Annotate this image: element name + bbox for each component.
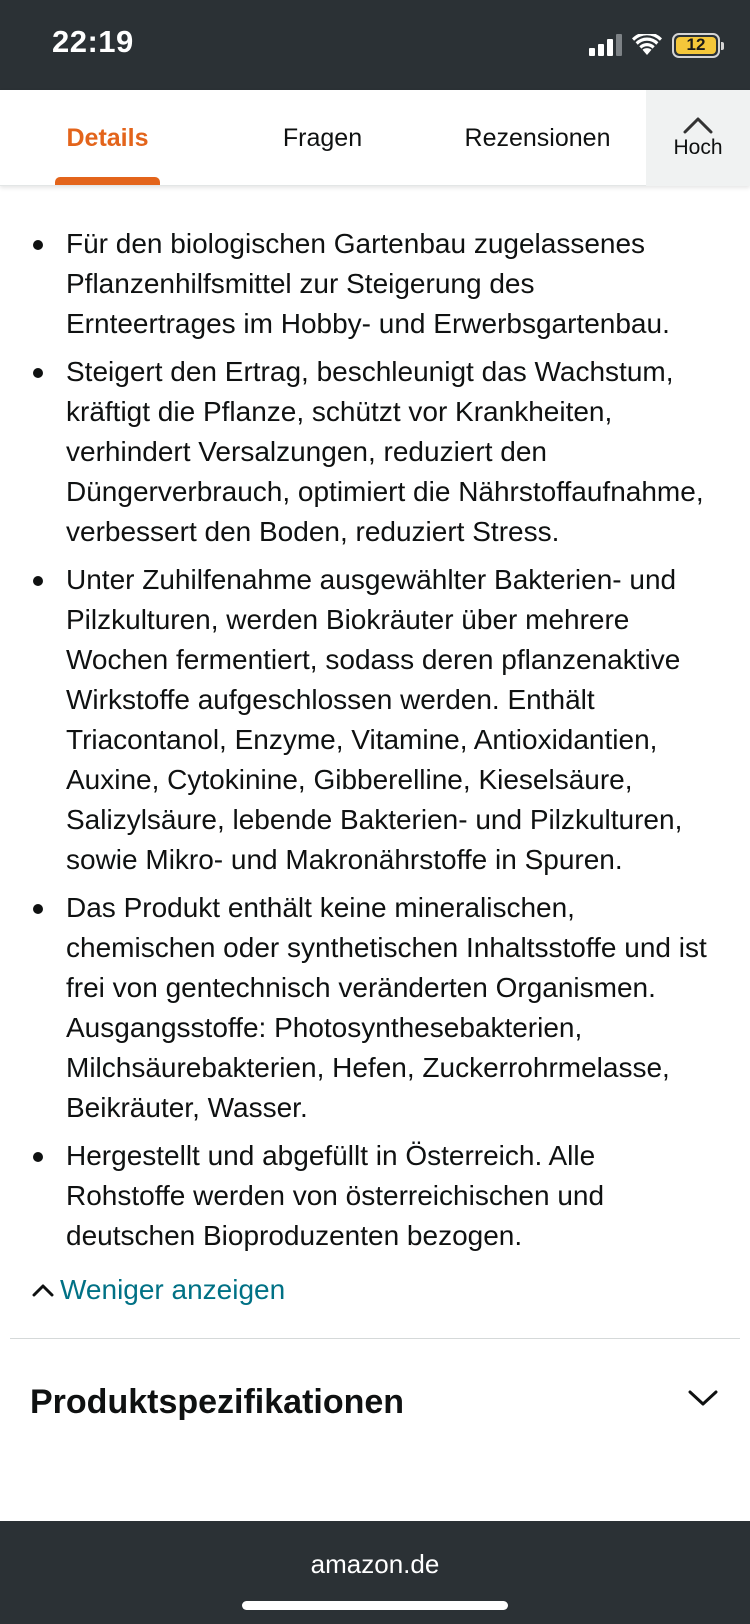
active-tab-indicator xyxy=(55,177,160,185)
product-specs-header[interactable] xyxy=(0,1367,750,1437)
chevron-down-icon xyxy=(688,1389,718,1407)
chevron-up-icon xyxy=(683,116,713,134)
signal-icon xyxy=(589,34,622,56)
section-divider xyxy=(10,1338,740,1339)
product-specs-title: Produktspezifikationen xyxy=(30,1383,405,1421)
tab-fragen[interactable]: Fragen xyxy=(282,123,363,152)
wifi-icon xyxy=(632,34,662,56)
battery-level: 12 xyxy=(686,35,706,54)
url-label[interactable]: amazon.de xyxy=(310,1549,440,1579)
feature-bullet: Hergestellt und abgefüllt in Österreich. Alle Rohstoffe werden von österreichischen und deutschen Bioproduzenten bezogen. xyxy=(28,1136,710,1256)
status-icons xyxy=(589,30,720,60)
back-to-top-button[interactable] xyxy=(646,90,750,186)
battery-charging-icon xyxy=(672,33,720,58)
show-less-link[interactable] xyxy=(32,1270,750,1310)
feature-bullet: Unter Zuhilfenahme ausgewählter Bakterien- und Pilzkulturen, werden Biokräuter über mehrere Wochen fermentiert, sodass deren pflanzenaktive Wirkstoffe aufgeschlossen werden. Enthält Triacontanol, Enzyme, Vitamine, Antioxidantien, Auxine, Cytokinine, Gibberelline, Kieselsäure, Salizylsäure, lebende Bakterien- und Pilzkulturen, sowie Mikro- und Makronährstoffe in Spuren. xyxy=(28,560,710,880)
feature-bullet: Das Produkt enthält keine mineralischen, chemischen oder synthetischen Inhaltsstoffe und ist frei von gentechnisch veränderten Organismen. Ausgangsstoffe: Photosynthesebakterien, Milchsäurebakterien, Hefen, Zuckerrohrmelasse, Beikräuter, Wasser. xyxy=(28,888,710,1128)
product-details-content xyxy=(0,186,750,1521)
feature-bullet: Für den biologischen Gartenbau zugelassenes Pflanzenhilfsmittel zur Steigerung des Ernteertrages im Hobby- und Erwerbsgartenbau. xyxy=(28,224,710,344)
feature-bullet-list xyxy=(0,186,750,1256)
home-indicator xyxy=(242,1601,508,1610)
section-tab-bar xyxy=(0,90,750,186)
back-to-top-label: Hoch xyxy=(673,136,723,159)
tab-rezensionen[interactable]: Rezensionen xyxy=(464,123,611,152)
status-bar xyxy=(0,0,750,90)
tab-details[interactable]: Details xyxy=(66,123,149,152)
status-time: 22:19 xyxy=(52,24,134,59)
show-less-label: Weniger anzeigen xyxy=(60,1274,286,1305)
chevron-up-icon xyxy=(32,1283,54,1297)
browser-address-bar xyxy=(0,1521,750,1624)
feature-bullet: Steigert den Ertrag, beschleunigt das Wachstum, kräftigt die Pflanze, schützt vor Krankheiten, verhindert Versalzungen, reduziert den Düngerverbrauch, optimiert die Nährstoffaufnahme, verbessert den Boden, reduziert Stress. xyxy=(28,352,710,552)
